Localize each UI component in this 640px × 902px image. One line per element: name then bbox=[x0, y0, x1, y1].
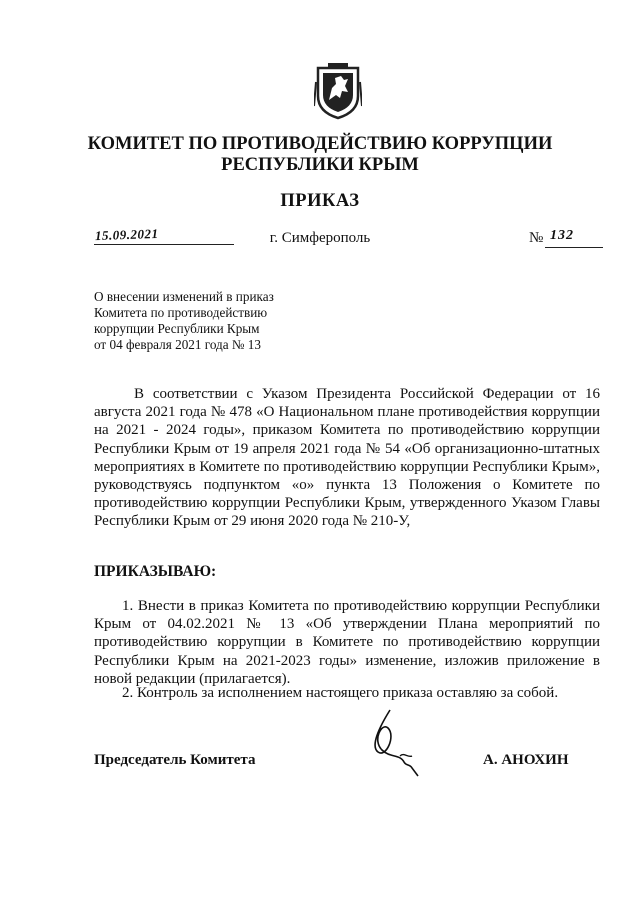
number-underline bbox=[545, 247, 603, 248]
number-sign: № bbox=[529, 230, 544, 246]
signer-position: Председатель Комитета bbox=[94, 752, 256, 768]
subject-line: коррупции Республики Крым bbox=[94, 321, 260, 336]
org-line-2: РЕСПУБЛИКИ КРЫМ bbox=[221, 155, 419, 175]
signature-icon bbox=[360, 706, 424, 778]
crimea-coat-of-arms-icon bbox=[314, 62, 362, 120]
subject-line: от 04 февраля 2021 года № 13 bbox=[94, 337, 261, 352]
org-line-1: КОМИТЕТ ПО ПРОТИВОДЕЙСТВИЮ КОРРУПЦИИ bbox=[87, 134, 553, 154]
document-title: ПРИКАЗ bbox=[280, 191, 360, 211]
document-date: 15.09.2021 bbox=[94, 225, 159, 244]
signer-name: А. АНОХИН bbox=[483, 752, 569, 768]
document-number: 132 bbox=[550, 228, 574, 243]
subject-line: Комитета по противодействию bbox=[94, 305, 268, 320]
order-item-2: 2. Контроль за исполнением настоящего приказа оставляю за собой. bbox=[122, 685, 559, 701]
subject-line: О внесении изменений в приказ bbox=[94, 289, 274, 304]
preamble-paragraph: В соответствии с Указом Президента Российской Федерации от 16 августа 2021 года № 478 «О Национальном плане противодействия коррупции на 2021 - 2024 годы», приказом Комитета по противодействию коррупции Республики Крым от 19 апреля 2021 года № 54 «Об организационно-штатных мероприятиях в Комитете по противодействию коррупции Республики Крым», руководствуясь подпунктом «о» пункта 13 Положения о Комитете по противодействию коррупции Республики Крым, утвержденного Указом Главы Республики Крым от 29 июня 2020 года № 210-У, bbox=[94, 386, 600, 530]
order-subject bbox=[94, 289, 274, 353]
organization-name bbox=[0, 134, 640, 176]
order-directive: ПРИКАЗЫВАЮ: bbox=[94, 563, 217, 580]
order-item-1: 1. Внести в приказ Комитета по противодействию коррупции Республики Крым от 04.02.2021 № 13 «Об утверждении Плана мероприятий по противодействию коррупции в Комитете по противодействию коррупции Республики Крым на 2021-2023 годы» изменение, изложив приложение в новой редакции (прилагается). bbox=[94, 598, 600, 687]
document-city: г. Симферополь bbox=[269, 230, 371, 246]
